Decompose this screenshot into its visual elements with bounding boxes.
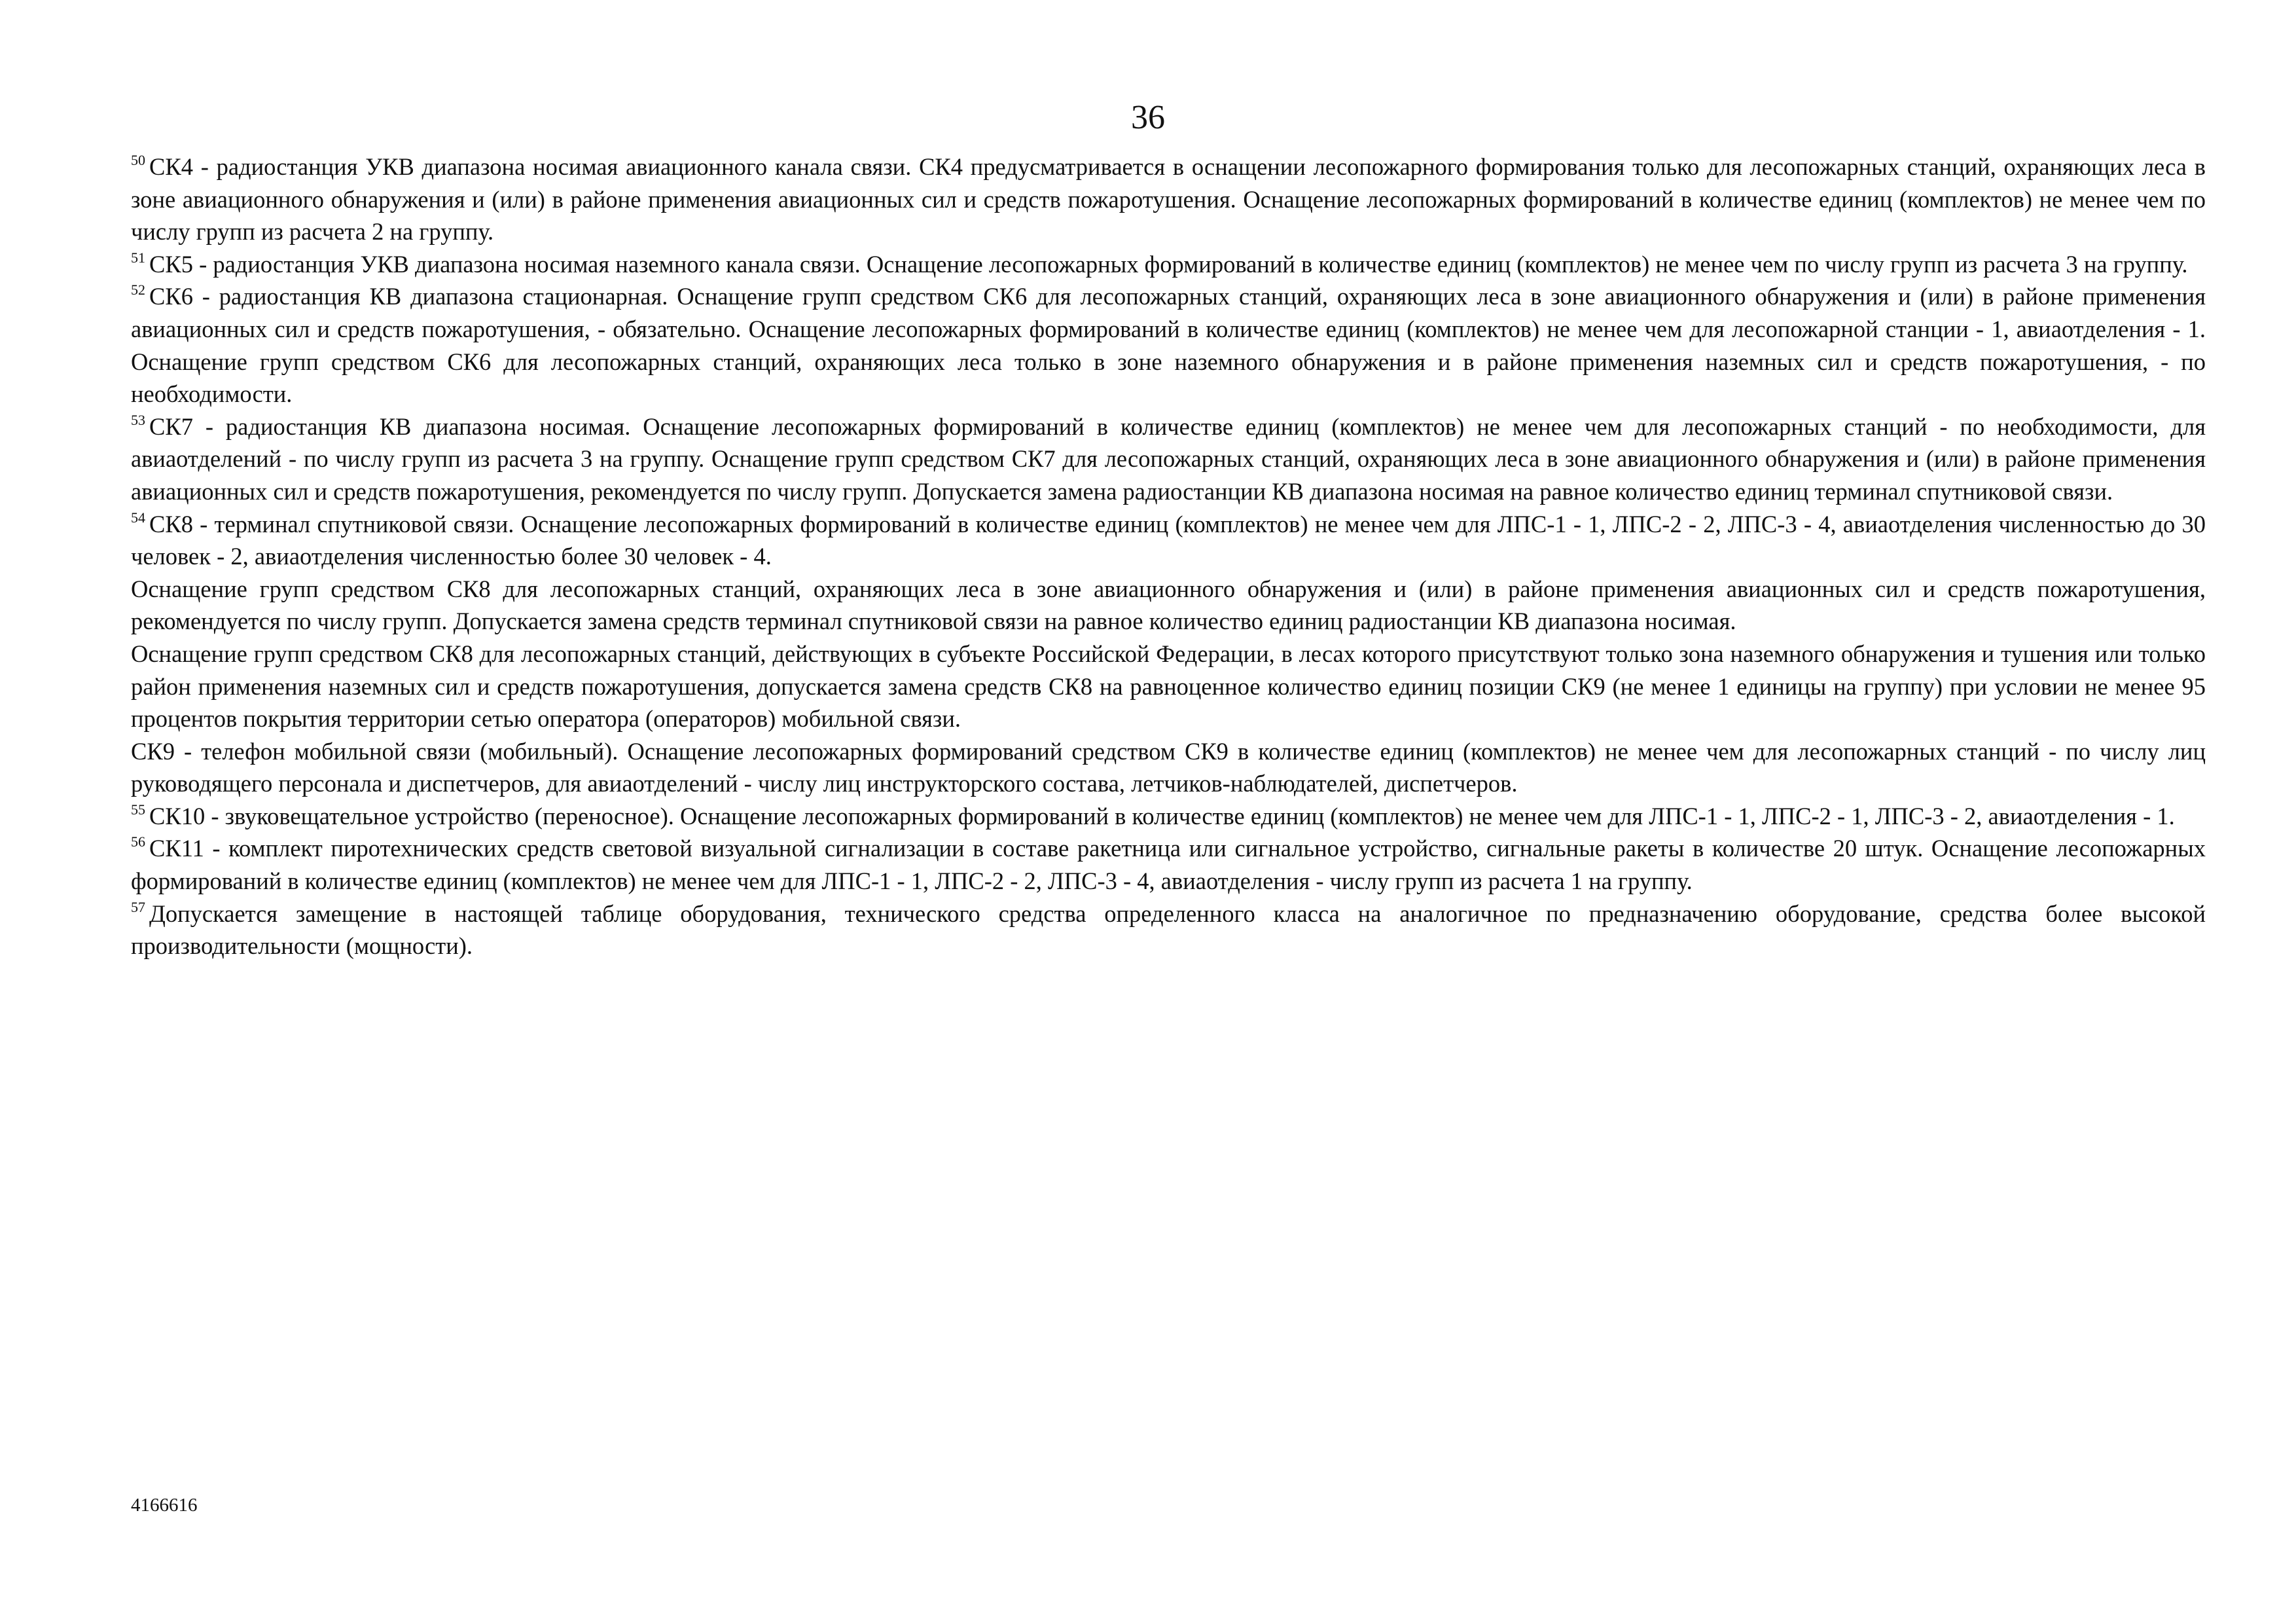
footnote-text: СК8 - терминал спутниковой связи. Оснащение лесопожарных формирований в количестве единиц (комплектов) не менее чем для ЛПС-1 - 1, ЛПС-2 - 2, ЛПС-3 - 4, авиаотделения численностью до 30 человек - 2, авиаотделения численностью более 30 человек - 4. bbox=[131, 510, 2206, 570]
footnote-text: СК10 - звуковещательное устройство (переносное). Оснащение лесопожарных формирований в количестве единиц (комплектов) не менее чем для ЛПС-1 - 1, ЛПС-2 - 1, ЛПС-3 - 2, авиаотделения - 1. bbox=[149, 802, 2175, 830]
footnote-marker: 55 bbox=[131, 801, 145, 818]
footnote-53 bbox=[131, 410, 2206, 508]
footnote-text: СК4 - радиостанция УКВ диапазона носимая авиационного канала связи. СК4 предусматривается в оснащении лесопожарного формирования только для лесопожарных станций, охраняющих леса в зоне авиационного обнаружения и (или) в районе применения авиационных сил и средств пожаротушения. Оснащение лесопожарных формирований в количестве единиц (комплектов) не менее чем по числу групп из расчета 2 на группу. bbox=[131, 153, 2206, 246]
footnote-text: СК5 - радиостанция УКВ диапазона носимая наземного канала связи. Оснащение лесопожарных формирований в количестве единиц (комплектов) не менее чем по числу групп из расчета 3 на группу. bbox=[149, 250, 2188, 278]
document-id: 4166616 bbox=[131, 1495, 198, 1516]
footnote-marker: 54 bbox=[131, 509, 145, 526]
footnote-54-paragraph-2: Оснащение групп средством СК8 для лесопожарных станций, охраняющих леса в зоне авиационного обнаружения и (или) в районе применения авиационных сил и средств пожаротушения, рекомендуется по числу групп. Допускается замена средств терминал спутниковой связи на равное количество единиц радиостанции КВ диапазона носимая. bbox=[131, 575, 2206, 635]
footnote-marker: 57 bbox=[131, 898, 145, 915]
page-number: 36 bbox=[1131, 99, 1165, 136]
footnote-56 bbox=[131, 832, 2206, 897]
footnote-marker: 56 bbox=[131, 833, 145, 850]
footnote-57 bbox=[131, 898, 2206, 962]
footnote-52 bbox=[131, 280, 2206, 410]
footnote-51 bbox=[131, 248, 2206, 281]
footnote-54 bbox=[131, 508, 2206, 573]
footnote-55 bbox=[131, 800, 2206, 833]
footnote-text: СК6 - радиостанция КВ диапазона стационарная. Оснащение групп средством СК6 для лесопожарных станций, охраняющих леса в зоне авиационного обнаружения и (или) в районе применения авиационных сил и средств пожаротушения, - обязательно. Оснащение лесопожарных формирований в количестве единиц (комплектов) не менее чем для лесопожарной станции - 1, авиаотделения - 1. Оснащение групп средством СК6 для лесопожарных станций, охраняющих леса только в зоне наземного обнаружения и в районе применения наземных сил и средств пожаротушения, - по необходимости. bbox=[131, 283, 2206, 408]
footnote-marker: 52 bbox=[131, 282, 145, 299]
footnote-text: СК7 - радиостанция КВ диапазона носимая. Оснащение лесопожарных формирований в количестве единиц (комплектов) не менее чем для лесопожарных станций - по необходимости, для авиаотделений - по числу групп из расчета 3 на группу. Оснащение групп средством СК7 для лесопожарных станций, охраняющих леса в зоне авиационного обнаружения и (или) в районе применения авиационных сил и средств пожаротушения, рекомендуется по числу групп. Допускается замена радиостанции КВ диапазона носимая на равное количество единиц терминал спутниковой связи. bbox=[131, 412, 2206, 505]
footnotes-block bbox=[131, 151, 2206, 962]
footnote-54-paragraph-4: СК9 - телефон мобильной связи (мобильный). Оснащение лесопожарных формирований средством СК9 в количестве единиц (комплектов) не менее чем для лесопожарных станций - по числу лиц руководящего персонала и диспетчеров, для авиаотделений - числу лиц инструкторского состава, летчиков-наблюдателей, диспетчеров. bbox=[131, 737, 2206, 797]
footnote-marker: 51 bbox=[131, 249, 145, 266]
footnote-marker: 50 bbox=[131, 152, 145, 168]
footnote-54-paragraph-3: Оснащение групп средством СК8 для лесопожарных станций, действующих в субъекте Российской Федерации, в лесах которого присутствуют только зона наземного обнаружения и тушения или только район применения наземных сил и средств пожаротушения, допускается замена средств СК8 на равноценное количество единиц позиции СК9 (не менее 1 единицы на группу) при условии не менее 95 процентов покрытия территории сетью оператора (операторов) мобильной связи. bbox=[131, 640, 2206, 733]
footnote-50 bbox=[131, 151, 2206, 248]
footnote-marker: 53 bbox=[131, 411, 145, 428]
footnote-text: СК11 - комплект пиротехнических средств световой визуальной сигнализации в составе ракетница или сигнальное устройство, сигнальные ракеты в количестве 20 штук. Оснащение лесопожарных формирований в количестве единиц (комплектов) не менее чем для ЛПС-1 - 1, ЛПС-2 - 2, ЛПС-3 - 4, авиаотделения - числу групп из расчета 1 на группу. bbox=[131, 835, 2206, 895]
footnote-text: Допускается замещение в настоящей таблице оборудования, технического средства определенного класса на аналогичное по предназначению оборудование, средства более высокой производительности (мощности). bbox=[131, 900, 2206, 960]
